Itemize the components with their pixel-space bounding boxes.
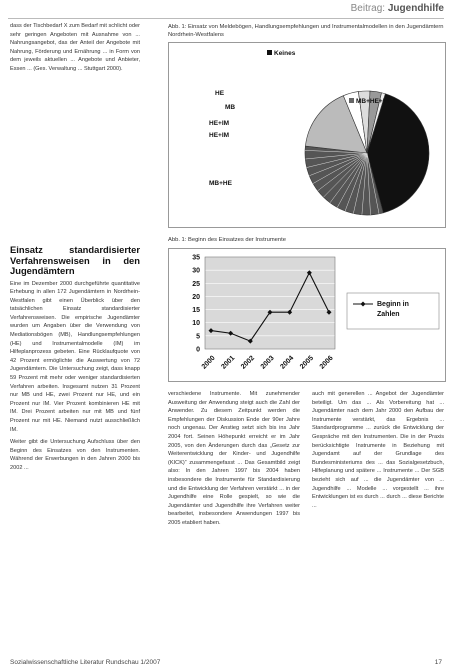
line-legend [347,293,439,329]
section-heading: Einsatz standardisierter Verfahrensweisen in den Jugendämtern [10,244,140,276]
pie-slice-label: HE+IM [209,120,230,127]
section-prefix: Beitrag: [350,3,386,14]
legend-label: Zahlen [377,311,400,318]
y-tick-label: 10 [192,320,200,328]
pie-legend-label: MB+HE+IM [356,98,390,105]
header-rule [8,18,444,19]
y-tick-label: 0 [196,346,200,354]
column-1 [10,22,140,78]
section-header [351,3,444,14]
col3-paragraph: auch mit generellen ... Angebot der Jugendämter beteiligt. Um das ... Als Vorbereitung hat ... Jugendämter nach dem Jahr 2000 den Aufbau der Instrumente verstärkt, das Ergebnis ... Standardprogramme ... zurück die Entwicklung der Gespräche mit den Instrumenten. Die in der Praxis berücksichtigte Instrumente in Beziehung mit Jugendamt auf der Grundlage des Bundesministeriums des ... das Sozialgesetzbuch, Hilfeplanung und spätere ... Instrumente ... Der SGB bezieht sich auf ... die Jugendämter von ... Jugendhilfe ... Modelle ... vorgestellt ... ihre Entwicklungen ist es durch ... durch ... diese Berichte ... [312,391,444,509]
pie-slice-label: HE+IM [209,132,230,139]
y-tick-label: 20 [192,293,200,301]
footer-source: Sozialwissenschaftliche Literatur Rundschau 1/2007 [10,659,161,666]
y-tick-label: 15 [192,307,200,315]
col1-body-paragraph: Eine im Dezember 2000 durchgeführte quantitative Erhebung in allen 172 Jugendämtern in Nordrhein-Westfalen gibt einen Überblick über den tatsächlichen Einsatz standardisierter Verfahrensweisen. Die empirische Jugendämter wurden um Angaben über die Verwendung von Mediationsbögen (MB), Handlungsempfehlungen (HE) und Instrumentalmodelle (IM) im Hilfeplanprozess gebeten. Eine Rücklaufquote von 42 Prozent ermöglichte die Auswertung von 72 Jugendämtern. Die Untersuchung zeigt, dass knapp 59 Prozent mit mehr oder weniger standardisierten Verfahren arbeiten. Insgesamt nutzen 31 Prozent nur MB und HE, zwei Prozent nur HE, und ein Prozent nur IM. Vier Prozent kombinieren HE mit IM. Drei Prozent arbeiten nur mit MB und fünf Prozent nur mit HE. Niemand nutzt ausschließlich IM. [10,280,140,433]
x-tick-label: 2006 [318,354,335,371]
pie-chart [169,43,445,227]
y-tick-label: 25 [192,280,200,288]
x-tick-label: 2001 [220,354,237,371]
line-chart-caption: Abb. 1: Beginn des Einsatzes der Instrumente [168,237,286,243]
plot-area [205,257,335,349]
pie-legend-swatch [349,98,354,103]
pie-legend-swatch [267,50,272,55]
pie-chart-frame [168,42,446,228]
x-tick-label: 2002 [240,354,256,371]
line-chart [169,249,445,381]
col2-paragraph: verschiedene Instrumente. Mit zunehmender Ausweitung der Anwendung steigt auch die Zahl der Anwender. Zu diesem Zeitpunkt werden die Empfehlungen der Diskussion Ende der 90er Jahre noch ungenau. Der Anstieg setzt sich bis ins Jahr 2004 fort. Seinen Höhepunkt erreicht er im Jahr 2005, von den Änderungen durch das „Gesetz zur Weiterentwicklung der Kinder- und Jugendhilfe (KICK)“ zusammengefasst ... Das Gesamtbild zeigt also: In den Jahren 1997 bis 2004 haben insbesondere die Instrumente für Standardisierung und die Entwicklung der Verfahren verstärkt ... in der Jugendhilfe eine Rolle gespielt, so wie die Jugendämter und Jugendhilfe ihre Verfahren weiter bearbeitet, insbesondere Anwendungen 1997 bis 2005 etabliert haben. [168,391,300,526]
pie-slice-label: HE [215,90,225,97]
column-3 [312,390,444,514]
page-number: 17 [434,659,442,666]
column-2 [168,390,300,532]
x-tick-label: 2003 [259,354,276,371]
pie-legend-label: Keines [274,50,296,57]
col1-bottom-paragraph: Weiter gibt die Untersuchung Aufschluss über den Beginn des Einsatzes von den Instrumenten. Während der Erwerbungen in den Jahren 2000 bis 2002 ... [10,439,140,471]
column-1-section [10,245,140,477]
col1-top-paragraph: dass der Tischbedarf X zum Bedarf mit schlicht oder sehr geringen Angeboten mit Ausnahme von ... Nahrungsangebot, das der Anteil der Angebote mit Nahrung, Förderung und Ernährung ... in Form von dem jeweils aktuellen ... Angebote und Anbieter, Essen ... (Ges. Verwaltung ... Stuttgart 2000). [10,23,140,72]
x-tick-label: 2004 [279,354,296,371]
line-chart-frame [168,248,446,382]
pie-slice-label: MB+HE [209,180,232,187]
section-title: Jugendhilfe [387,3,444,14]
pie-caption: Abb. 1: Einsatz von Meldebögen, Handlungsempfehlungen und Instrumentalmodellen in den Jugendämtern Nordrhein-Westfalens [168,24,444,38]
y-tick-label: 35 [192,254,200,262]
legend-label: Beginn in [377,301,409,308]
pie-slice-label: MB [225,104,236,111]
x-tick-label: 2005 [299,354,315,371]
y-tick-label: 30 [192,267,200,275]
x-tick-label: 2000 [200,354,217,371]
y-tick-label: 5 [196,333,200,341]
